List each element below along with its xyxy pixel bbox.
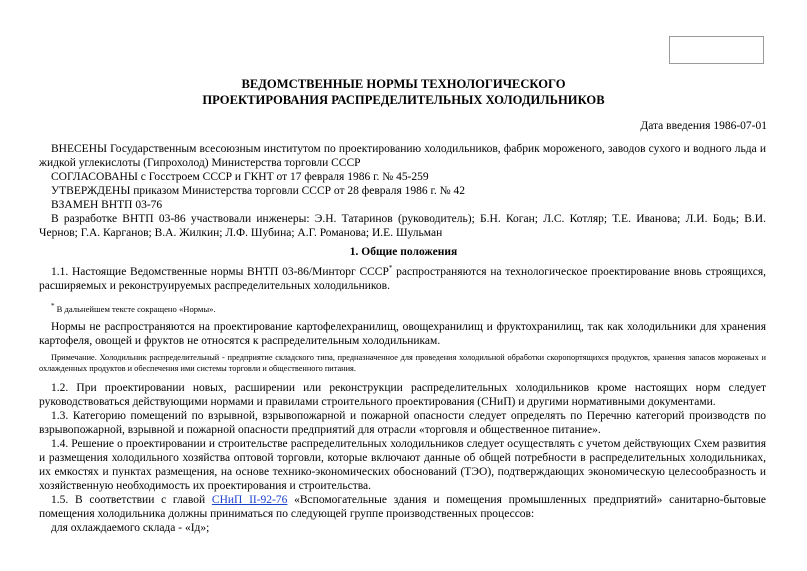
snip-link[interactable]: СНиП II-92-76 [211,494,288,506]
note-text: Примечание. Холодильник распределительный - предприятие складского типа, предназначенное для проведения холодильной обработки скоропортящихся продуктов, хранения запасов мороженых и охлажденных продуктов и обеспечения ими системы торговли и общественного питания. [39,353,766,373]
stamp-box [669,36,764,64]
effective-date: Дата введения 1986-07-01 [640,120,767,132]
paragraph-norms [39,320,766,348]
footnote-mark: * [51,302,55,311]
note [39,352,766,374]
section-title: 1. Общие положения [349,246,458,258]
intro-replaces: ВЗАМЕН ВНТП 03-76 [51,199,163,211]
p1-1-text-rest: распространяются на технологическое проектирование вновь строящихся, расширяемых и реконструируемых распределительных холодильников. [39,266,767,292]
footnote-ref: * [388,264,393,273]
p1-5-text-rest: «Вспомогательные здания и помещения промышленных предприятий» санитарно-бытовые помещения холодильника должны приниматься по следующей группе производственных процессов: [39,494,766,520]
intro-block [39,142,766,240]
paragraph-1-2 [39,381,766,535]
p1-1-text: 1.1. Настоящие Ведомственные нормы ВНТП 03-86/Минторг СССР [51,266,389,278]
intro-authors: В разработке ВНТП 03-86 участвовали инженеры: Э.Н. Татаринов (руководитель); Б.Н. Коган; Л.С. Котляр; Т.Е. Иванова; Л.И. Бодь; В.И. Чернов; Г.А. Карганов; В.А. Жилкин; Л.Ф. Шубина; А.Г. Романова; И.Е. Шульман [39,213,766,239]
footnote [39,302,766,316]
footnote-text: В дальнейшем тексте сокращено «Нормы». [54,304,216,314]
p1-5-text: 1.5. В соответствии с главой [51,494,212,506]
intro-approved: УТВЕРЖДЕНЫ приказом Министерства торговли СССР от 28 февраля 1986 г. № 42 [51,185,466,197]
title-line-1: ВЕДОМСТВЕННЫЕ НОРМЫ ТЕХНОЛОГИЧЕСКОГО [241,77,566,91]
p1-2-text: 1.2. При проектировании новых, расширении или реконструкции распределительных холодильников кроме настоящих норм следует руководствоваться действующими нормами и правилами строительного проектирования (СНиП) и другими нормативными документами. [39,382,766,408]
intro-submitted: ВНЕСЕНЫ Государственным всесоюзным институтом по проектированию холодильников, фабрик мороженого, заводов сухого и водного льда и жидкой углекислоты (Гипрохолод) Министерства торговли СССР [39,143,766,169]
p1-3-text: 1.3. Категорию помещений по взрывной, взрывопожарной и пожарной опасности следует определять по Перечню категорий производств по взрывопожарной, взрывной и пожарной опасности предприятий для отрасли «торговля и общественное питание». [39,410,766,436]
norms-text: Нормы не распространяются на проектирование картофелехранилищ, овощехранилищ и фруктохранилищ, так как холодильники для хранения картофеля, овощей и фруктов не относятся к распределительным холодильникам. [39,321,766,347]
title-line-2: ПРОЕКТИРОВАНИЯ РАСПРЕДЕЛИТЕЛЬНЫХ ХОЛОДИЛЬНИКОВ [202,93,605,107]
paragraph-1-1 [39,265,766,293]
intro-agreed: СОГЛАСОВАНЫ с Госстроем СССР и ГКНТ от 17 февраля 1986 г. № 45-259 [51,171,429,183]
p1-4-text: 1.4. Решение о проектировании и строительстве распределительных холодильников следует осуществлять с учетом действующих Схем развития и размещения холодильного хозяйства оптовой торговли, которые включают данные об общей потребности в распределительных холодильниках, их емкостях и пунктах размещения, на основе технико-экономических обоснований (ТЭО), подтверждающих экономическую целесообразность и хозяйственную необходимость их проектирования и строительства. [39,438,766,492]
last-line: для охлаждаемого склада - «Iд»; [51,522,210,534]
document-title [0,76,807,108]
